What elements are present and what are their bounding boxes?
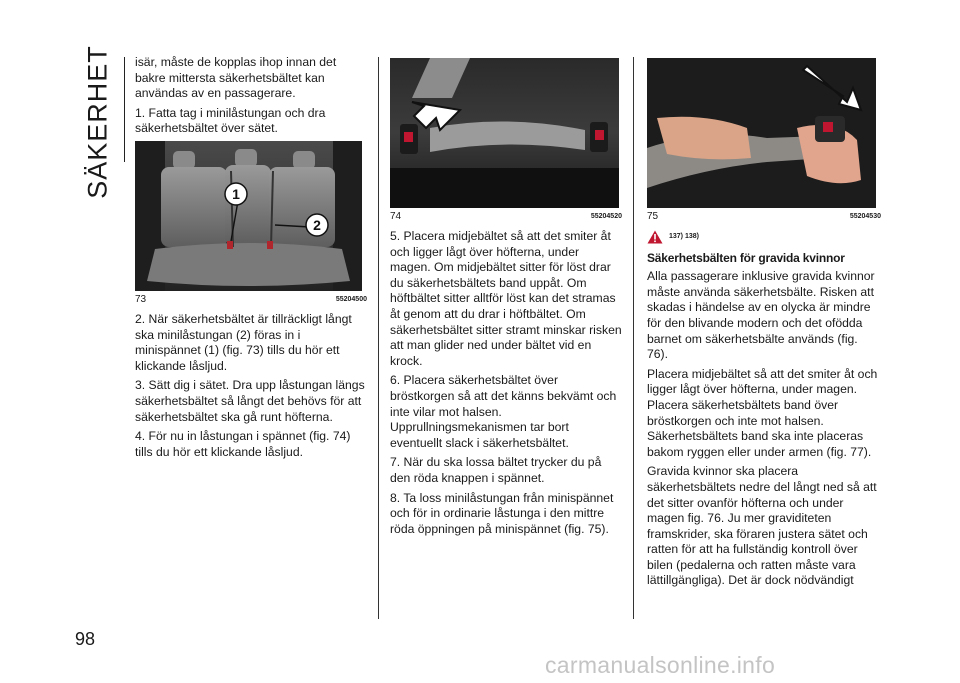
section-title-rule: [124, 57, 125, 162]
paragraph: 7. När du ska lossa bältet trycker du på den röda knappen i spännet.: [390, 455, 602, 485]
column-divider-2: [633, 57, 634, 619]
section-heading: Säkerhetsbälten för gravida kvinnor: [647, 250, 845, 265]
figure-code: 55204520: [590, 213, 622, 220]
buckle-photo: [390, 58, 619, 208]
paragraph: 3. Sätt dig i sätet. Dra upp låstungan längs säkerhetsbältet så långt det behövs för att säkerhetsbältet ska gå runt höfterna.: [135, 378, 365, 424]
column-3: [647, 58, 881, 593]
paragraph: 2. När säkerhetsbältet är tillräckligt långt ska minilåstungan (2) föras in i minispännet (1) (fig. 73) tills du hör ett klickande låsljud.: [135, 311, 352, 373]
figure-75: [647, 58, 881, 223]
figure-caption: [390, 211, 622, 223]
watermark: carmanualsonline.info: [545, 652, 776, 678]
callout-1-label: 1: [232, 185, 240, 202]
warning-refs: 137) 138): [669, 233, 699, 240]
figure-code: 55204500: [335, 295, 367, 303]
latch-photo: [647, 58, 876, 208]
section-title: [78, 45, 118, 199]
column-divider-1: [378, 57, 379, 619]
rear-seat-photo: [135, 141, 362, 291]
paragraph: isär, måste de kopplas ihop innan det bakre mittersta säkerhetsbältet kan användas av en passagerare.: [135, 55, 337, 101]
figure-number: 73: [135, 293, 147, 305]
paragraph: Gravida kvinnor ska placera säkerhetsbältets nedre del långt ned så att det sitter ovanför höfterna och under magen fig. 76. Ju mer graviditeten framskrider, ska föraren justera sätet och ratten för att ha fullständig kontroll över bilen (pedalerna och ratten måste vara lättillgängliga). Det är dock nödvändigt: [647, 464, 877, 588]
figure-code: 55204530: [849, 213, 881, 220]
figure-number: 75: [647, 211, 659, 222]
paragraph: 1. Fatta tag i minilåstungan och dra säkerhetsbältet över sätet.: [135, 105, 326, 136]
paragraph: 4. För nu in låstungan i spännet (fig. 74) tills du hör ett klickande låsljud.: [135, 429, 351, 459]
paragraph: 6. Placera säkerhetsbältet över bröstkorgen så att det känns bekvämt och inte vilar mot halsen. Upprullningsmekanismen tar bort eventuellt slack i säkerhetsbältet.: [390, 373, 617, 450]
warning-triangle-icon: [647, 230, 663, 244]
figure-73: [135, 141, 367, 306]
figure-74: [390, 58, 622, 223]
section-title-text: SÄKERHET: [82, 45, 113, 199]
callout-2-label: 2: [313, 216, 321, 233]
paragraph: 8. Ta loss minilåstungan från minispännet och för in ordinarie låstunga i den mittre röda öppningen på minispännet (fig. 75).: [390, 490, 614, 536]
column-2: [390, 58, 622, 541]
page-number: 98: [75, 629, 96, 649]
paragraph: Placera midjebältet så att det smiter åt och ligger lågt över höfterna, under magen. Placera säkerhetsbältets band över bröstkorgen och inte mot halsen. Säkerhetsbältets band ska inte placeras bakom ryggen eller under armen (fig. 77).: [647, 366, 878, 459]
paragraph: Alla passagerare inklusive gravida kvinnor måste använda säkerhetsbälte. Risken att skadas i händelse av en olycka är mindre för den blivande modern och det ofödda barnet om säkerhetsbälte används (fig. 76).: [647, 269, 875, 362]
paragraph: 5. Placera midjebältet så att det smiter åt och ligger lågt över höfterna, under magen. Om midjebältet sitter för löst drar du säkerhetsbältets band uppåt. Om höftbältet sitter alltför löst kan det stramas åt genom att du drar i höftbältet. Om säkerhetsbältet sitter stramt minskar risken att man glider ned under bältet vid en krock.: [390, 229, 622, 368]
figure-caption: [647, 211, 881, 223]
column-1: [135, 55, 367, 464]
warning-references: [647, 229, 881, 245]
figure-number: 74: [390, 211, 402, 222]
figure-caption: [135, 294, 367, 306]
